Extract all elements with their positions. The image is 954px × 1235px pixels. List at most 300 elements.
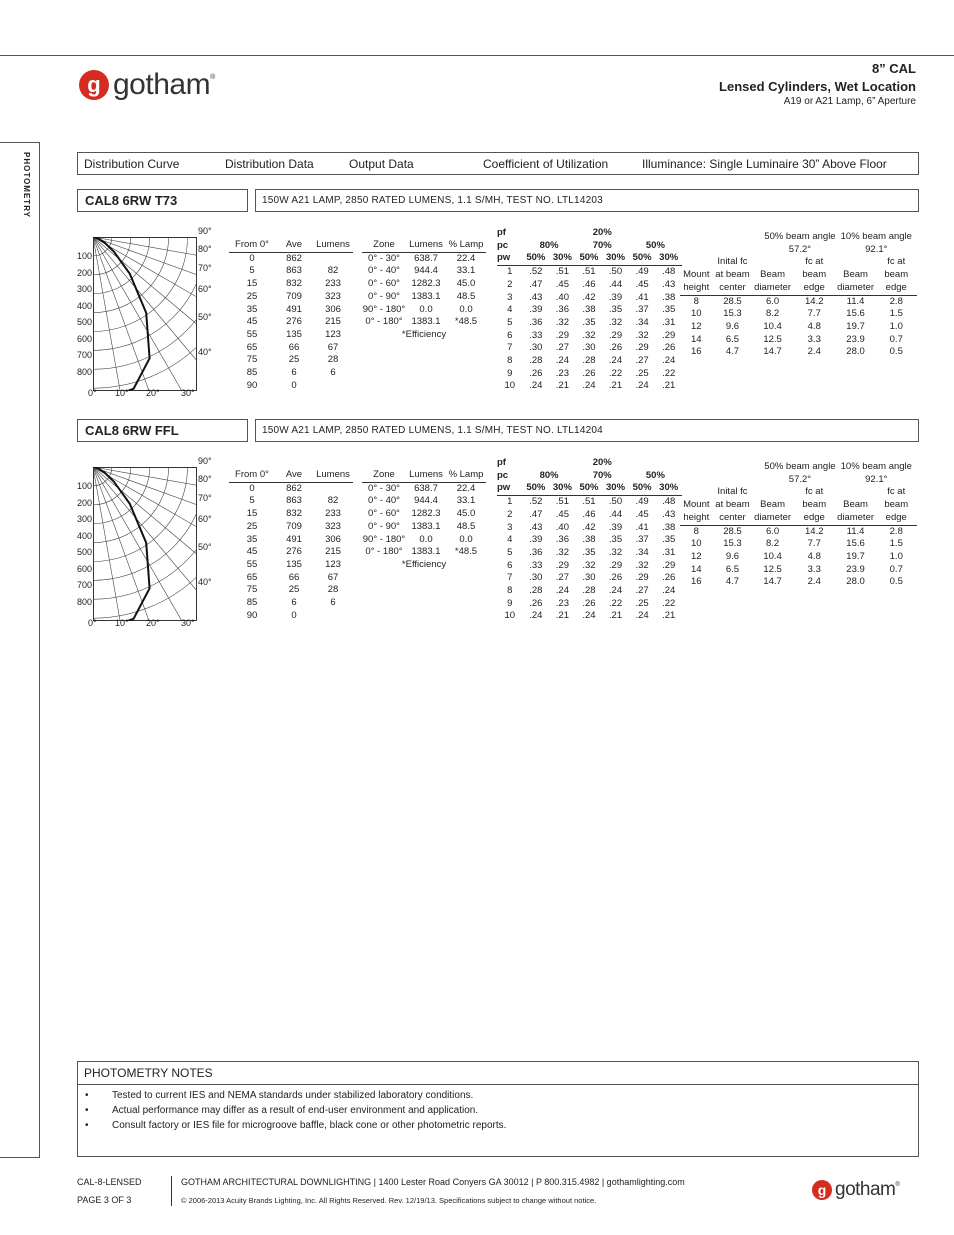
table-cell: 0.7	[889, 563, 903, 575]
table-cell: 48.5	[456, 520, 476, 532]
table-cell: 0° - 60°	[368, 278, 400, 290]
table-cell: .26	[608, 342, 623, 354]
beam-10-value: 92.1°	[865, 243, 888, 255]
table-cell: 306	[325, 533, 341, 545]
radial-label: 400	[77, 300, 93, 311]
pc-label: pc	[497, 239, 509, 251]
column-header: edge	[793, 512, 836, 525]
doc-code: CAL-8-LENSED	[77, 1177, 142, 1187]
table-cell: 9.6	[725, 320, 740, 332]
table-cell: 3.3	[807, 563, 821, 575]
table-cell: .25	[635, 367, 649, 379]
table-cell: 45.0	[456, 278, 476, 290]
table-cell: 35	[246, 533, 258, 545]
table-cell: .36	[555, 304, 569, 316]
coefficient-of-utilization-table	[497, 457, 682, 623]
table-cell: 8	[693, 295, 699, 307]
table-cell: .47	[529, 278, 543, 290]
page-title: 8” CAL	[871, 61, 916, 76]
angle-label: 60°	[198, 284, 212, 294]
table-cell: .28	[582, 585, 596, 597]
table-cell: 10	[691, 308, 702, 320]
table-cell: 55	[246, 328, 258, 340]
table-cell: .29	[555, 329, 569, 341]
table-cell: .40	[555, 521, 569, 533]
table-cell: 944.4	[414, 495, 438, 507]
bottom-angle-label: 10°	[115, 618, 129, 628]
notes-title: PHOTOMETRY NOTES	[78, 1062, 918, 1085]
pw-value: 30%	[602, 482, 629, 495]
table-cell: 15.6	[846, 538, 865, 550]
column-header: at beam	[715, 499, 750, 511]
table-row	[229, 329, 353, 342]
table-cell	[313, 482, 353, 495]
table-cell: .21	[555, 380, 569, 392]
table-row	[497, 534, 682, 547]
table-cell: 1.5	[889, 538, 903, 550]
column-header: Beam	[843, 499, 868, 511]
radial-label: 800	[77, 596, 93, 607]
table-cell: 5	[507, 546, 513, 558]
table-cell: 2.8	[889, 295, 903, 307]
table-cell: .24	[635, 610, 649, 622]
table-row	[229, 521, 353, 534]
column-header: From 0°	[229, 469, 275, 482]
table-cell: 0	[291, 609, 297, 621]
column-header: Zone	[362, 469, 406, 482]
table-cell: .30	[582, 342, 596, 354]
table-cell: 75	[246, 584, 258, 596]
table-cell: 0	[291, 379, 297, 391]
pf-value: 20%	[592, 227, 612, 238]
polar-spoke	[93, 237, 193, 391]
table-cell: 6	[507, 329, 513, 341]
table-cell: 1383.1	[411, 520, 441, 532]
table-row	[680, 551, 917, 564]
table-row	[680, 576, 917, 589]
table-cell: .24	[582, 610, 596, 622]
table-cell: .31	[662, 546, 676, 558]
table-cell: .27	[555, 342, 569, 354]
table-cell: 215	[325, 316, 341, 328]
table-cell: .29	[608, 329, 623, 341]
angle-label: 40°	[198, 577, 212, 587]
table-cell: .45	[635, 278, 649, 290]
table-cell: .35	[662, 304, 676, 316]
radial-label: 100	[77, 481, 93, 491]
table-cell: 638.7	[414, 252, 438, 264]
table-row	[497, 330, 682, 343]
table-cell: 25	[246, 290, 258, 302]
table-row	[229, 482, 353, 495]
pf-value: 20%	[592, 457, 612, 468]
table-cell: 10	[691, 538, 702, 550]
table-cell: 1383.1	[411, 546, 441, 558]
table-row	[229, 354, 353, 367]
table-cell: .32	[635, 329, 649, 341]
table-cell: 0° - 180°	[365, 546, 403, 558]
table-cell: 14.7	[763, 576, 782, 588]
table-row	[229, 508, 353, 521]
beam-50-value: 57.2°	[788, 243, 812, 255]
table-cell: .35	[662, 534, 676, 546]
column-header: at beam	[715, 269, 750, 281]
column-header: edge	[876, 512, 918, 525]
page-detail: A19 or A21 Lamp, 6” Aperture	[783, 96, 916, 107]
table-cell: 15	[246, 508, 258, 520]
table-row	[497, 585, 682, 598]
table-cell: .32	[555, 546, 569, 558]
table-row	[680, 308, 917, 321]
distribution-curve-chart	[93, 467, 197, 621]
table-row	[362, 495, 486, 508]
table-cell: 75	[246, 354, 258, 366]
table-cell: 638.7	[414, 482, 438, 494]
table-cell: 23.9	[846, 333, 865, 345]
page-subtitle: Lensed Cylinders, Wet Location	[719, 79, 916, 94]
tab-distribution-data: Distribution Data	[225, 157, 314, 171]
column-header: diameter	[752, 282, 793, 295]
table-cell: .44	[608, 508, 623, 520]
column-header: edge	[793, 282, 836, 295]
table-cell: .51	[555, 496, 569, 508]
table-cell: 1282.3	[411, 508, 441, 520]
table-row	[229, 546, 353, 559]
table-cell: 14	[691, 563, 702, 575]
table-row	[229, 495, 353, 508]
output-data-table	[362, 239, 486, 342]
table-row	[680, 346, 917, 359]
table-cell: 28	[327, 354, 339, 366]
radial-label: 800	[77, 366, 93, 377]
polar-ring	[93, 237, 197, 350]
table-row	[497, 266, 682, 279]
table-cell: 4	[507, 304, 513, 316]
table-row	[362, 316, 486, 329]
table-row	[680, 525, 917, 538]
table-cell: 0° - 90°	[368, 290, 400, 302]
table-cell: .37	[635, 534, 649, 546]
table-cell: .35	[582, 316, 596, 328]
table-cell: 11.4	[846, 295, 865, 307]
table-cell: 14.7	[763, 346, 782, 358]
note-text: Actual performance may differ as a result of end-user environment and application.	[112, 1105, 479, 1116]
table-cell: .48	[662, 266, 676, 278]
column-header: diameter	[836, 282, 876, 295]
column-header: fc at	[887, 486, 906, 498]
table-cell	[313, 380, 353, 393]
table-row	[680, 321, 917, 334]
table-cell: 14	[691, 333, 702, 345]
table-cell: .29	[635, 342, 649, 354]
table-cell: .25	[635, 597, 649, 609]
radial-label: 700	[77, 350, 93, 360]
pw-value: 50%	[629, 482, 656, 495]
table-cell: .27	[635, 585, 649, 597]
table-cell: .38	[582, 534, 596, 546]
column-header: center	[713, 512, 753, 525]
table-cell: 90	[246, 379, 258, 391]
table-row	[229, 278, 353, 291]
footer-brand-logo: g gotham ®	[812, 1179, 900, 1201]
table-cell: 65	[246, 341, 258, 353]
table-cell: 33.1	[456, 265, 476, 277]
column-header: % Lamp	[446, 469, 486, 482]
column-header: beam	[884, 499, 909, 511]
table-cell: 1.5	[889, 308, 903, 320]
table-cell: .32	[582, 559, 596, 571]
table-cell: 1	[507, 266, 513, 278]
bottom-angle-label: 10°	[115, 388, 129, 398]
table-row	[362, 278, 486, 291]
beam-10-value: 92.1°	[865, 473, 888, 485]
table-row	[229, 291, 353, 304]
polar-spoke	[93, 237, 161, 391]
section-tabs	[77, 152, 919, 175]
radial-label: 500	[77, 317, 93, 327]
efficiency-note: *Efficiency	[401, 328, 447, 340]
table-row	[229, 304, 353, 317]
column-header: Ave	[275, 469, 313, 482]
table-cell: 82	[327, 495, 339, 507]
table-cell: 6	[330, 597, 336, 609]
column-header: height	[680, 512, 713, 525]
table-cell: .43	[529, 291, 543, 303]
table-cell: .36	[555, 534, 569, 546]
table-cell: 491	[286, 533, 302, 545]
table-cell: 65	[246, 571, 258, 583]
table-cell: 8	[693, 525, 699, 537]
side-label: PHOTOMETRY	[22, 152, 31, 219]
pw-value: 50%	[523, 252, 550, 265]
section-description: 150W A21 LAMP, 2850 RATED LUMENS, 1.1 S/MH, TEST NO. LTL14204	[255, 419, 919, 442]
table-cell: .31	[662, 316, 676, 328]
table-cell: 863	[286, 495, 302, 507]
table-row	[497, 380, 682, 393]
table-row	[497, 342, 682, 355]
table-cell: 276	[286, 316, 302, 328]
pc-value: 70%	[592, 239, 612, 251]
section-name: CAL8 6RW FFL	[77, 419, 248, 442]
table-row	[229, 252, 353, 265]
table-cell: 15.6	[846, 308, 865, 320]
table-cell: 1.0	[889, 320, 903, 332]
table-row	[362, 546, 486, 559]
column-header: diameter	[836, 512, 876, 525]
table-cell: .26	[582, 597, 596, 609]
pw-value: 30%	[549, 252, 576, 265]
polar-spoke	[93, 237, 197, 272]
table-cell: .26	[529, 597, 543, 609]
table-cell: 1.0	[889, 550, 903, 562]
table-cell: 0.0	[419, 303, 433, 315]
table-cell: .24	[662, 585, 676, 597]
column-header: Beam	[760, 499, 785, 511]
table-cell: 4.8	[807, 320, 821, 332]
table-cell: .26	[608, 572, 623, 584]
table-cell: .32	[582, 329, 596, 341]
tab-coefficient-of-utilization: Coefficient of Utilization	[483, 157, 609, 171]
table-row	[362, 534, 486, 547]
table-row	[229, 316, 353, 329]
bottom-angle-label: 20°	[146, 618, 160, 628]
table-row	[362, 265, 486, 278]
column-header: height	[680, 282, 713, 295]
beam-50-label: 50% beam angle	[764, 461, 836, 472]
table-cell: .22	[608, 597, 623, 609]
table-cell: 45	[246, 546, 258, 558]
table-cell: 0° - 90°	[368, 520, 400, 532]
table-cell: 10	[504, 610, 516, 622]
table-cell: .32	[608, 316, 623, 328]
table-cell: .33	[529, 329, 543, 341]
table-cell: 12.5	[763, 563, 782, 575]
table-cell: .29	[662, 559, 676, 571]
column-header: beam	[802, 499, 827, 511]
table-cell: 491	[286, 303, 302, 315]
table-cell: .40	[555, 291, 569, 303]
table-cell: .45	[635, 508, 649, 520]
pw-value: 30%	[602, 252, 629, 265]
table-cell: 66	[288, 571, 300, 583]
bottom-angle-label: 0°	[88, 388, 97, 398]
table-cell: *48.5	[454, 316, 478, 328]
table-cell: 90	[246, 609, 258, 621]
radial-label: 700	[77, 580, 93, 590]
pc-value: 50%	[645, 469, 665, 481]
angle-label: 80°	[198, 244, 212, 254]
note-text: Tested to current IES and NEMA standards under stabilized laboratory conditions.	[112, 1090, 474, 1101]
table-cell: .24	[635, 380, 649, 392]
column-header: Lumens	[406, 239, 446, 252]
table-row	[680, 295, 917, 308]
table-row	[229, 610, 353, 623]
table-row	[229, 559, 353, 572]
angle-label: 70°	[198, 493, 212, 503]
table-cell: .50	[608, 496, 623, 508]
table-cell: .51	[582, 496, 596, 508]
table-cell: 28.0	[846, 346, 865, 358]
beam-10-label: 10% beam angle	[840, 231, 912, 242]
pw-value: 30%	[655, 482, 682, 495]
table-cell: 8	[507, 355, 513, 367]
table-cell: 22.4	[456, 252, 476, 264]
table-cell: 6	[291, 597, 297, 609]
table-row	[497, 560, 682, 573]
section-name: CAL8 6RW T73	[77, 189, 248, 212]
brand-mark-icon: g	[79, 70, 109, 100]
table-row	[497, 496, 682, 509]
table-cell: .30	[582, 572, 596, 584]
column-header: From 0°	[229, 239, 275, 252]
table-row	[497, 292, 682, 305]
table-cell: .41	[635, 521, 649, 533]
table-row	[680, 564, 917, 577]
brand-mark-icon: g	[812, 1180, 832, 1200]
table-cell: 8	[507, 585, 513, 597]
table-cell: 6.5	[725, 333, 740, 345]
pw-value: 50%	[523, 482, 550, 495]
table-cell: 862	[286, 482, 302, 494]
column-header: Beam	[760, 269, 785, 281]
table-cell: 1383.1	[411, 316, 441, 328]
table-cell: 233	[325, 508, 341, 520]
table-cell: .24	[555, 585, 569, 597]
table-row	[362, 304, 486, 317]
table-cell: .50	[608, 266, 623, 278]
table-cell: 6.5	[725, 563, 740, 575]
radial-label: 600	[77, 333, 93, 344]
table-cell: 16	[691, 576, 702, 588]
table-cell: .29	[608, 559, 623, 571]
table-cell: .21	[662, 610, 676, 622]
table-cell: .47	[529, 508, 543, 520]
table-cell: 35	[246, 303, 258, 315]
table-row	[497, 317, 682, 330]
table-cell: .23	[555, 367, 569, 379]
table-cell: 709	[286, 290, 302, 302]
table-cell: 55	[246, 558, 258, 570]
table-row	[229, 572, 353, 585]
table-cell: .39	[608, 291, 623, 303]
table-cell: .39	[529, 304, 543, 316]
table-cell: 323	[325, 290, 341, 302]
table-cell: 5	[249, 265, 255, 277]
table-row	[362, 291, 486, 304]
table-cell: 1	[507, 496, 513, 508]
table-cell: .35	[582, 546, 596, 558]
table-cell: 6.0	[765, 525, 780, 537]
table-cell: .43	[529, 521, 543, 533]
table-cell: 25	[288, 584, 300, 596]
distribution-curve-chart	[93, 237, 197, 391]
column-header: Inital fc	[717, 486, 748, 498]
table-cell: 14.2	[805, 295, 824, 307]
table-cell: 0.7	[889, 333, 903, 345]
table-row	[362, 521, 486, 534]
table-cell: .51	[582, 266, 596, 278]
radial-label: 100	[77, 251, 93, 261]
table-row	[229, 265, 353, 278]
table-cell: .21	[662, 380, 676, 392]
table-cell: .38	[662, 291, 676, 303]
pf-label: pf	[497, 457, 506, 468]
table-cell: 306	[325, 303, 341, 315]
polar-spoke	[93, 467, 197, 502]
efficiency-note: *Efficiency	[401, 558, 447, 570]
note-text: Consult factory or IES file for microgroove baffle, black cone or other photometric reports.	[112, 1120, 507, 1131]
polar-spoke	[93, 467, 197, 567]
beam-50-value: 57.2°	[788, 473, 812, 485]
table-cell: .21	[608, 610, 623, 622]
table-cell: 28	[327, 584, 339, 596]
table-cell: .29	[662, 329, 676, 341]
table-cell: .52	[529, 266, 543, 278]
table-cell: .29	[635, 572, 649, 584]
table-cell: 82	[327, 265, 339, 277]
table-cell: 0° - 40°	[368, 495, 400, 507]
table-cell: .24	[582, 380, 596, 392]
radial-label: 400	[77, 530, 93, 541]
illuminance-table	[680, 231, 917, 359]
table-cell: 7	[507, 572, 513, 584]
column-header: fc at	[805, 486, 824, 498]
table-cell: 323	[325, 520, 341, 532]
angle-label: 40°	[198, 347, 212, 357]
table-cell: .49	[635, 266, 649, 278]
table-cell: 832	[286, 278, 302, 290]
table-cell: 7.7	[807, 538, 821, 550]
